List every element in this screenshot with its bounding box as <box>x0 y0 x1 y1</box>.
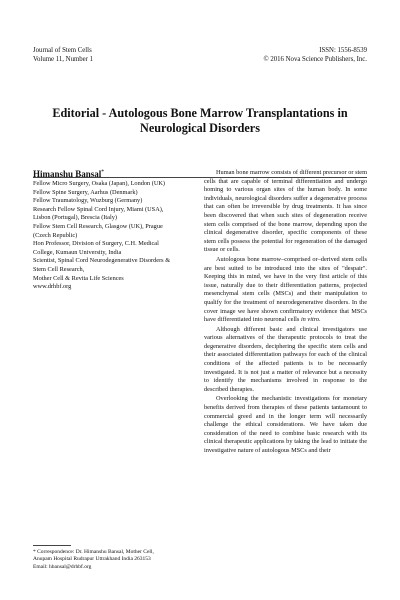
affiliation-line: Mother Cell & Revita Life Sciences <box>33 274 124 282</box>
journal-name: Journal of Stem Cells <box>33 47 92 54</box>
affiliation-line: Lisbon (Portugal), Brescia (Italy) <box>33 214 117 222</box>
journal-header-right <box>263 46 367 64</box>
article-title <box>33 106 367 135</box>
footnote-rule <box>33 545 71 546</box>
article-body <box>204 169 367 457</box>
affiliation-line: College, Kumaun University, India <box>33 248 122 256</box>
affiliation-line: (Czech Republic) <box>33 231 78 239</box>
body-paragraph-2-italic: in vitro. <box>300 316 321 324</box>
body-paragraph-2-text: Autologous bone marrow–comprised or–derived stem cells are best suited to be introduced into the sites of "despair". Keeping this in mind, we have in the very first article of this issue, naturally due to their differentiation patterns, projected mesenchymal stem cells (MSCs) and their manipulation to qualify for the treatment of neurodegenerative disorders. In the cover image we have shown confirmatory evidence that MSCs have differentiated into neuronal cells <box>204 255 367 324</box>
body-paragraph-2 <box>204 256 367 325</box>
issn: ISSN: 1556-8539 <box>319 47 367 54</box>
footnote-line-1: * Correspondence: Dr. Himanshu Bansal, Mother Cell, <box>33 549 154 555</box>
correspondence-footnote <box>33 549 198 571</box>
affiliation-website: www.drhbf.org <box>33 283 72 291</box>
affiliation-line: Stem Cell Research, <box>33 265 85 273</box>
title-line-2: Neurological Disorders <box>140 120 260 135</box>
copyright: © 2016 Nova Science Publishers, Inc. <box>263 56 367 63</box>
footnote-line-2: Anupam Hospital Rudrapur Uttrakhand India 263153 <box>33 556 151 563</box>
body-paragraph-4: Overlooking the mechanistic investigations for monetary benefits derived from therapies of these patients tantamount to commercial greed and in the longer term will necessarily challenge the ethical considerations. We have taken due consideration of the need to combine basic research with its clinical therapeutic applications by taking the lead to initiate the investigative nature of autologous MSCs and their <box>204 395 367 454</box>
author-name <box>33 169 104 179</box>
affiliation-line: Scientist, Spinal Cord Neurodegenerative Disorders & <box>33 257 171 265</box>
affiliation-line: Fellow Stem Cell Research, Glasgow (UK), Prague <box>33 222 163 230</box>
footnote-email: Email: hbansal@drhbf.org <box>33 563 92 570</box>
affiliation-line: Research Fellow Spinal Cord Injury, Miami (USA), <box>33 205 164 213</box>
affiliation-line: Fellow Micro Surgery, Osaka (Japan), London (UK) <box>33 180 166 187</box>
affiliation-line: Fellow Spine Surgery, Aarhus (Denmark) <box>33 188 138 196</box>
author-affiliations <box>33 180 193 292</box>
author-mark: * <box>101 169 105 175</box>
journal-volume: Volume 11, Number 1 <box>33 56 94 63</box>
body-paragraph-1: Human bone marrow consists of different precursor or stem cells that are capable of terminal differentiation and undergo homing to various organ sites of the human body. In some individuals, neurological disorders suffer a degenerative process that can often be irreversible by drug treatments. It has since been discovered that when such sites of degeneration receive stem cells comprised of the bone marrow, depending upon the clinical degenerative disorder, specific components of these stem cells possess the potential for regeneration of the damaged tissue or cells. <box>204 169 367 254</box>
affiliation-line: Hon Professor, Division of Surgery, C.H. Medical <box>33 240 159 248</box>
journal-header-left <box>33 46 93 64</box>
affiliation-line: Fellow Traumatology, Wuzburg (Germany) <box>33 197 143 205</box>
author-name-text: Himanshu Bansal <box>33 169 102 179</box>
title-line-1: Editorial - Autologous Bone Marrow Transplantations in <box>52 106 348 120</box>
body-paragraph-3: Although different basic and clinical investigators use various alternatives of the therapeutic protocols to treat the degenerative disorders, deciphering the specific stem cells and their associated differentiation pathways for each of the clinical conditions of the affected patients is to be necessarily investigated. It is not just a matter of relevance but a necessity to identify the mechanisms involved in response to the described therapies. <box>204 325 367 393</box>
